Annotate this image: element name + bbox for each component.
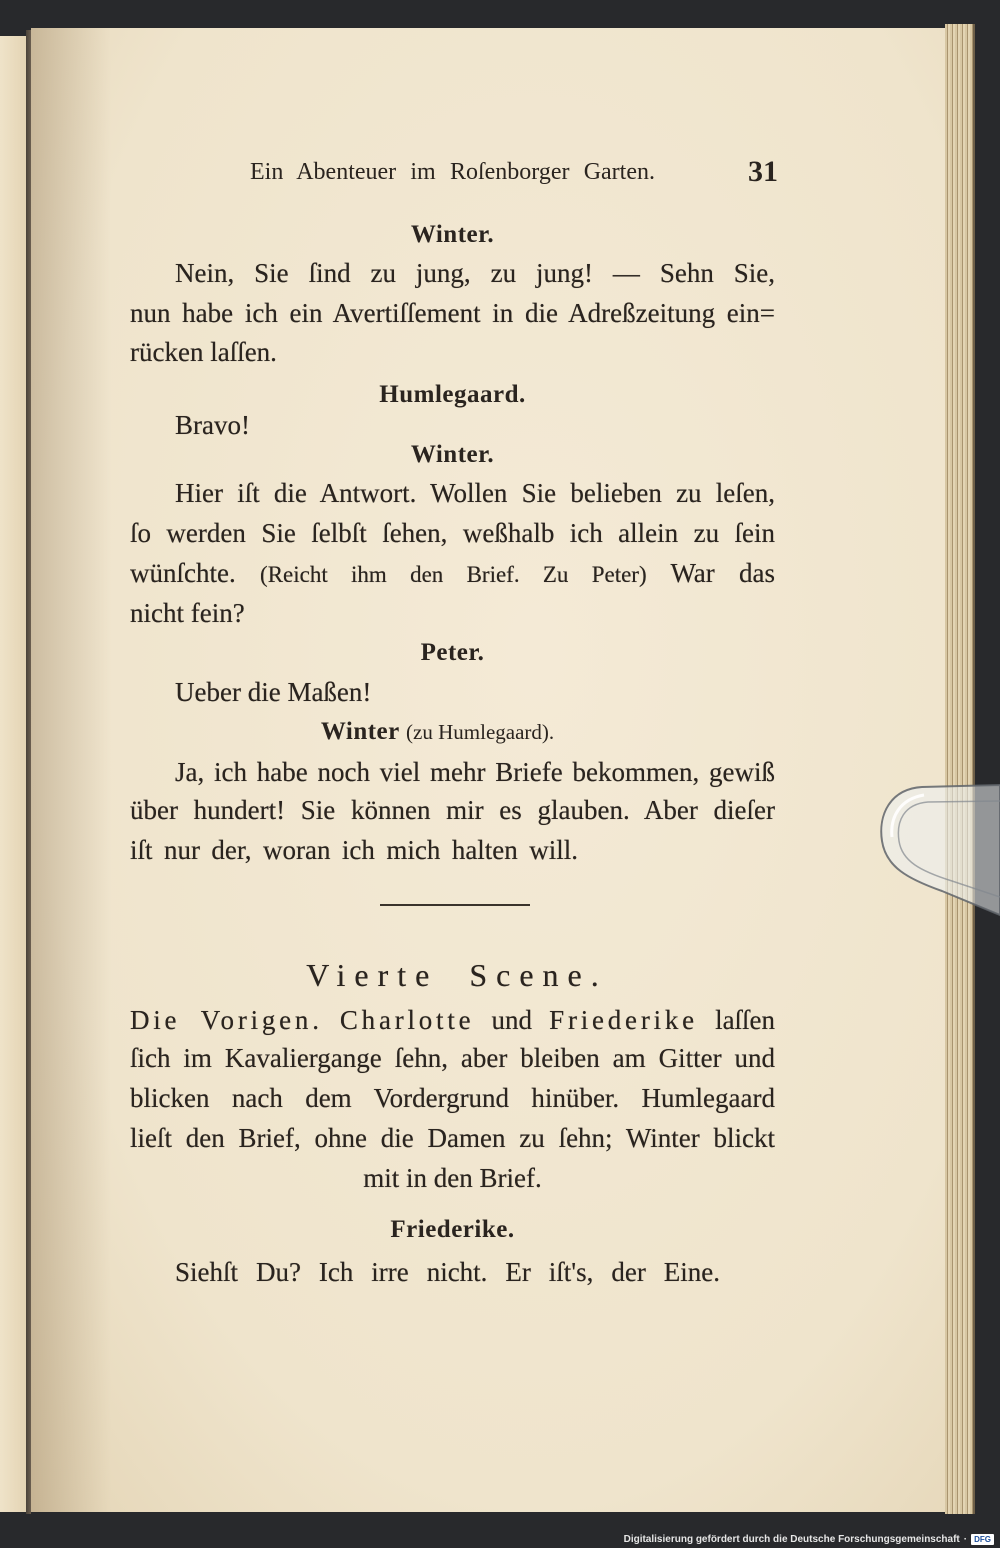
page-number: 31	[748, 155, 778, 188]
scene-direction-line	[130, 1000, 775, 1040]
character-name: Friederike	[549, 1005, 698, 1035]
text-line: ſo werden Sie ſelbſt ſehen, weßhalb ich allein zu ſein	[130, 518, 775, 548]
text-line: Hier iſt die Antwort. Wollen Sie belieben zu leſen,	[175, 478, 775, 508]
page-clip	[860, 775, 1000, 925]
text-line: Nein, Sie ſind zu jung, zu jung! — Sehn Sie,	[175, 258, 775, 288]
scene-direction-line: lieſt den Brief, ohne die Damen zu ſehn; Winter blickt	[130, 1123, 775, 1153]
scene-direction-line: blicken nach dem Vordergrund hinüber. Humlegaard	[130, 1083, 775, 1113]
dfg-logo: DFG	[971, 1534, 994, 1545]
speaker-heading	[130, 712, 745, 752]
text-line: rücken laſſen.	[130, 337, 277, 367]
text-line: iſt nur der, woran ich mich halten will.	[130, 835, 578, 865]
scene-direction-line: mit in den Brief.	[363, 1163, 542, 1193]
stage-direction: (Reicht ihm den Brief. Zu Peter)	[260, 562, 647, 587]
line-segment: und	[491, 1005, 533, 1035]
text-line: nicht fein?	[130, 598, 245, 628]
speaker-name: Winter.	[410, 221, 495, 248]
running-head: Ein Abenteuer im Roſenborger Garten.	[250, 159, 655, 185]
digitization-footer	[624, 1532, 994, 1546]
speaker-name: Winter	[320, 718, 400, 745]
character-name: Charlotte	[339, 1005, 475, 1035]
text-line: nun habe ich ein Avertiſſement in die Adreßzeitung ein=	[130, 298, 775, 328]
speaker-name: Winter.	[410, 441, 495, 468]
scene-direction-line: ſich im Kavaliergange ſehn, aber bleiben am Gitter und	[130, 1043, 775, 1073]
line-segment: Die Vorigen.	[130, 1005, 323, 1035]
text-line: Ja, ich habe noch viel mehr Briefe bekommen, gewiß	[175, 757, 775, 787]
line-segment: wünſchte.	[130, 558, 236, 588]
section-divider	[380, 904, 530, 906]
scene-title: Vierte Scene.	[306, 957, 608, 993]
speaker-name: Peter.	[420, 639, 485, 666]
digitization-credit: Digitalisierung gefördert durch die Deutsche Forschungsgemeinschaft	[623, 1533, 960, 1545]
text-line: Ueber die Maßen!	[175, 677, 372, 707]
line-segment: laſſen	[715, 1005, 775, 1035]
text-line: Siehſt Du? Ich irre nicht. Er iſt's, der Eine.	[175, 1257, 720, 1287]
footer-separator: ·	[963, 1533, 968, 1545]
line-segment: War das	[670, 558, 775, 588]
text-line: Bravo!	[175, 410, 250, 440]
speaker-name: Humlegaard.	[379, 381, 526, 408]
text-line: über hundert! Sie können mir es glauben. Aber dieſer	[130, 795, 775, 825]
stage-direction: (zu Humlegaard).	[406, 720, 555, 744]
speaker-name: Friederike.	[390, 1216, 515, 1243]
text-line	[130, 553, 775, 593]
